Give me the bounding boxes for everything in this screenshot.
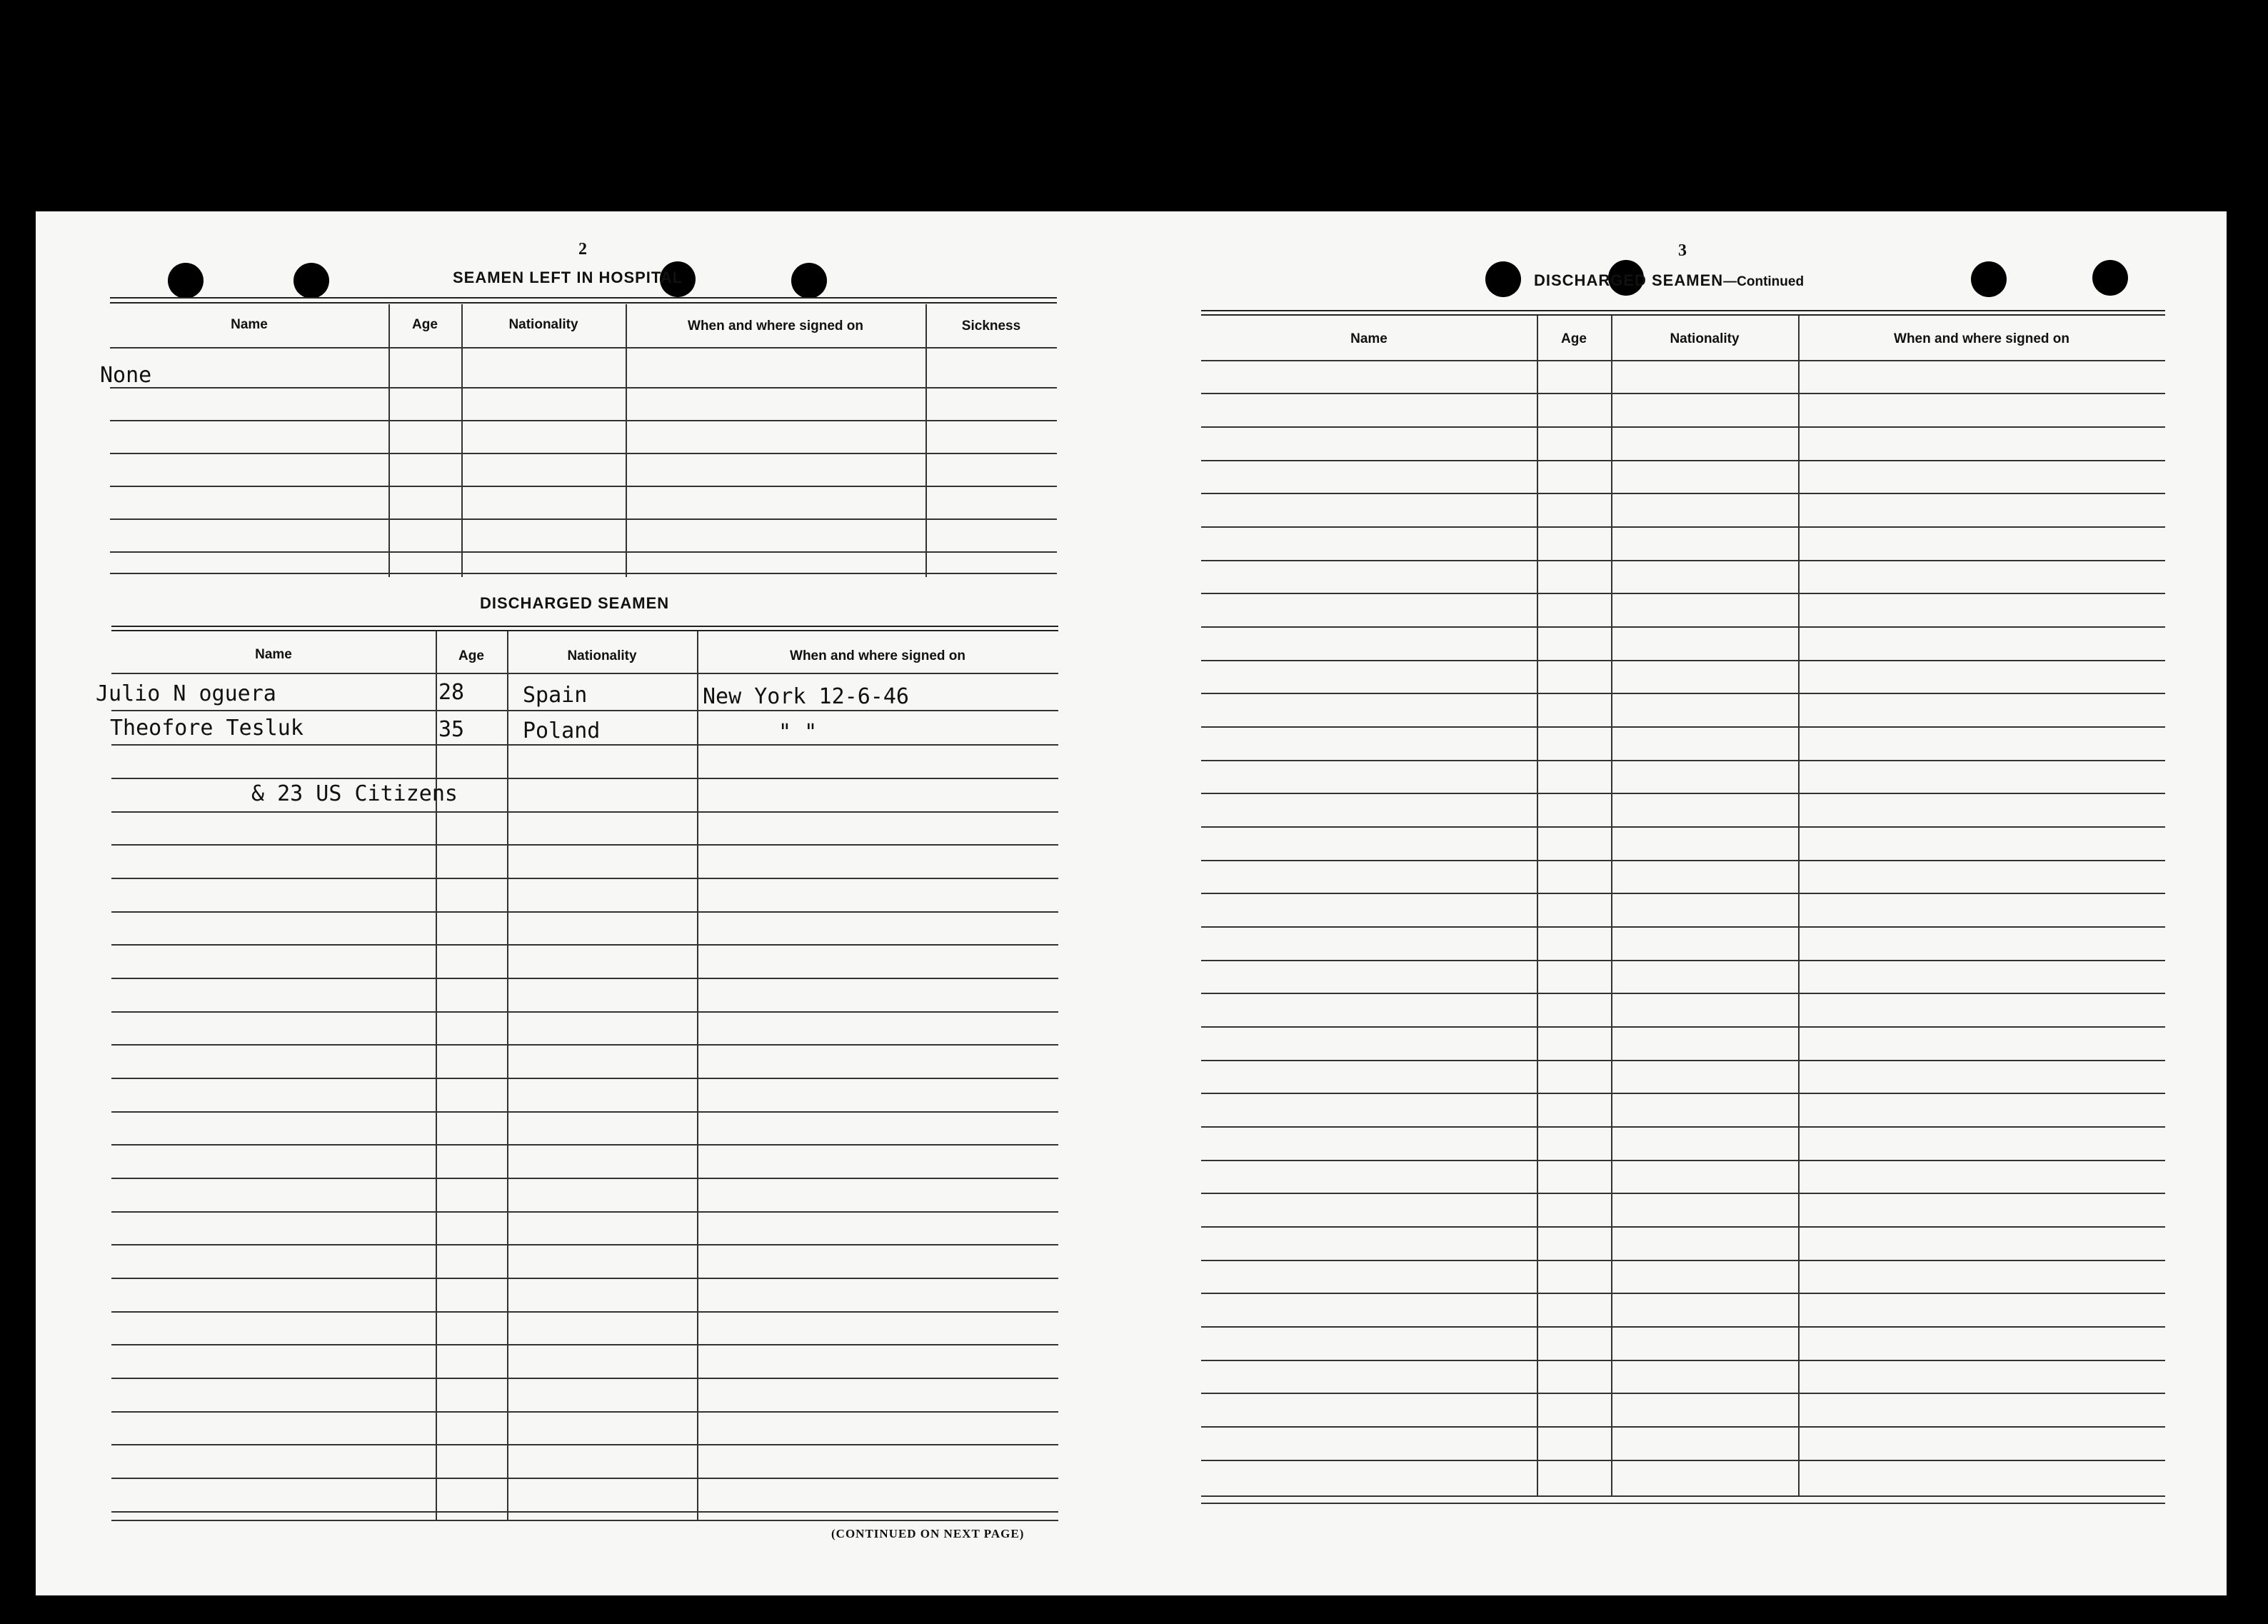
column-header: Age [1561, 331, 1587, 346]
page-number-left: 2 [578, 240, 587, 259]
seaman-name: Theofore Tesluk [110, 716, 303, 741]
seaman-age: 28 [438, 680, 465, 705]
discharged-continued-title [1534, 271, 1804, 290]
column-header: Nationality [567, 648, 637, 663]
column-header: Name [231, 317, 268, 332]
discharged-continued-table [1201, 310, 2165, 1524]
punch-hole-icon [1971, 261, 2007, 297]
hospital-section-title: SEAMEN LEFT IN HOSPITAL [453, 269, 683, 286]
punch-hole-icon [1485, 261, 1521, 297]
hospital-entry: None [100, 363, 152, 388]
title-text: DISCHARGED SEAMEN [1534, 271, 1724, 289]
punch-hole-icon [293, 263, 329, 299]
discharged-note: & 23 US Citizens [251, 781, 458, 806]
punch-hole-icon [2092, 260, 2128, 296]
column-header: When and where signed on [790, 648, 965, 663]
continued-note: (CONTINUED ON NEXT PAGE) [831, 1527, 1025, 1540]
column-header: Name [1350, 331, 1388, 346]
hospital-table [100, 297, 1057, 577]
seaman-nationality: Spain [523, 683, 588, 708]
column-header: Name [255, 647, 292, 662]
punch-hole-icon [168, 263, 204, 299]
column-header: Nationality [508, 317, 578, 332]
discharged-section-title: DISCHARGED SEAMEN [480, 594, 670, 612]
column-header: Age [458, 648, 484, 663]
title-suffix: —Continued [1723, 274, 1805, 289]
column-header: Sickness [961, 319, 1021, 334]
seaman-signed-on: New York 12-6-46 [703, 684, 909, 709]
column-header: Nationality [1670, 331, 1740, 346]
seaman-name: Julio N oguera [96, 681, 276, 706]
punch-hole-icon [791, 263, 827, 299]
seaman-age: 35 [438, 717, 465, 742]
column-header: Age [412, 317, 438, 332]
discharged-table [96, 626, 1058, 1531]
page-number-right: 3 [1678, 241, 1687, 260]
column-header: When and where signed on [688, 319, 863, 334]
seaman-nationality: Poland [523, 718, 601, 743]
column-header: When and where signed on [1894, 331, 2069, 346]
seaman-signed-on: " " [778, 720, 818, 745]
document-sheet [36, 211, 2227, 1595]
